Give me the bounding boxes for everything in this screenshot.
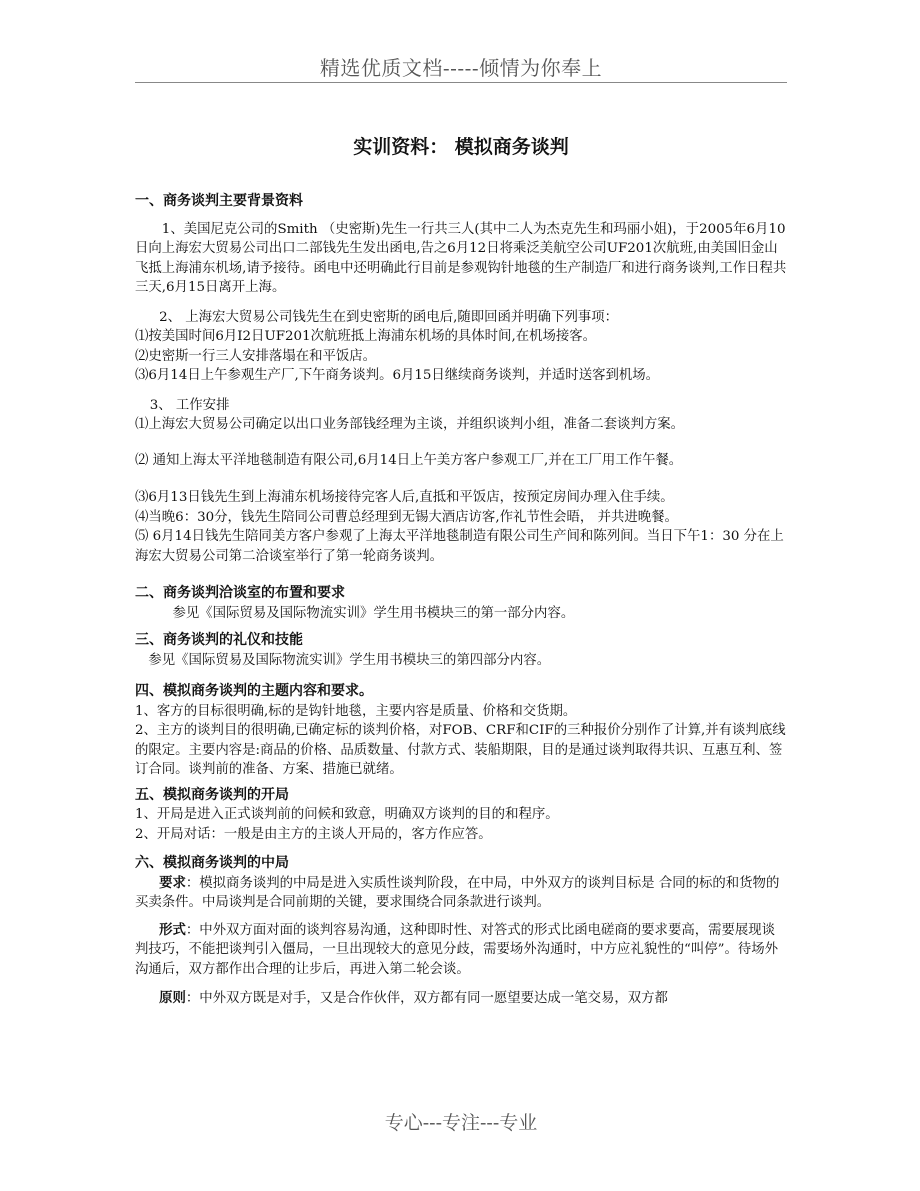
paragraph: 2、 上海宏大贸易公司钱先生在到史密斯的函电后,随即回函并明确下列事项： <box>159 309 619 325</box>
document-title: 实训资料： 模拟商务谈判 <box>353 136 569 158</box>
section-heading-1: 一、商务谈判主要背景资料 <box>135 193 303 209</box>
paragraph: 参见《国际贸易及国际物流实训》学生用书模块三的第四部分内容。 <box>148 652 551 668</box>
form-label: 形式 <box>159 922 186 938</box>
requirement-label: 要求 <box>159 875 186 891</box>
list-item: ⑵史密斯一行三人安排落塌在和平饭店。 <box>135 348 377 364</box>
section-heading-6: 六、模拟商务谈判的中局 <box>135 855 289 871</box>
paragraph: 1、开局是进入正式谈判前的问候和致意，明确双方谈判的目的和程序。 <box>135 807 559 822</box>
section-heading-3: 三、商务谈判的礼仪和技能 <box>135 632 303 648</box>
form-text: ：中外双方面对面的谈判容易沟通，这种即时性、对答式的形式比函电磋商的要求要高，需要展现谈判技巧，不能把谈判引入僵局，一旦出现较大的意见分歧，需要场外沟通时，中方应礼貌性的“叫停”。待场外沟通后，双方都作出合理的让步后，再进入第二轮会谈。 <box>135 922 779 977</box>
paragraph <box>135 874 787 913</box>
requirement-text: ：模拟商务谈判的中局是进入实质性谈判阶段，在中局，中外双方的谈判目标是 合同的标的和货物的买卖条件。中局谈判是合同前期的关键，要求围绕合同条款进行谈判。 <box>135 875 780 910</box>
section-heading-2: 二、商务谈判洽谈室的布置和要求 <box>135 585 345 601</box>
paragraph: 2、主方的谈判目的很明确,已确定标的谈判价格，对FOB、CRF和CIF的三种报价分别作了计算,并有谈判底线的限定。主要内容是:商品的价格、品质数量、付款方式、装船期限，目的是通过谈判取得共识、互惠互利、签订合同。谈判前的准备、方案、措施已就绪。 <box>135 723 786 777</box>
paragraph: 1、客方的目标很明确,标的是钩针地毯，主要内容是质量、价格和交货期。 <box>135 703 577 719</box>
list-item: ⑴上海宏大贸易公司确定以出口业务部钱经理为主谈，并组织谈判小组，准备二套谈判方案。 <box>135 417 685 432</box>
list-item: ⑶6月13日钱先生到上海浦东机场接待完客人后,直抵和平饭店，按预定房间办理入住手续。 <box>135 490 674 505</box>
page-header: 精选优质文档-----倾情为你奉上 <box>319 56 603 80</box>
paragraph: 参见《国际贸易及国际物流实训》学生用书模块三的第一部分内容。 <box>172 605 575 621</box>
paragraph: 2、开局对话：一般是由主方的主谈人开局的，客方作应答。 <box>135 826 492 842</box>
document-body <box>135 192 787 1009</box>
list-item: ⑵ 通知上海太平洋地毯制造有限公司,6月14日上午美方客户参观工厂,并在工厂用工作午餐。 <box>135 452 683 468</box>
paragraph: 1、美国尼克公司的Smith （史密斯)先生一行共三人(其中二人为杰克先生和玛丽小姐)，于2005年6月10日向上海宏大贸易公司出口二部钱先生发出函电,告之6月12日将乘泛美航空公司UF201次航班,由美国旧金山飞抵上海浦东机场,请予接待。函电中还明确此行目前是参观钩针地毯的生产制造厂和进行商务谈判,工作日程共三天,6月15日离开上海。 <box>135 221 787 295</box>
paragraph <box>135 989 787 1009</box>
paragraph <box>135 921 787 980</box>
principle-text: ：中外双方既是对手，又是合作伙伴，双方都有同一愿望要达成一笔交易，双方都 <box>185 991 668 1006</box>
list-item: ⑶6月14日上午参观生产厂,下午商务谈判。6月15日继续商务谈判，并适时送客到机场。 <box>135 368 660 383</box>
list-item: ⑷当晚6：30分，钱先生陪同公司曹总经理到无锡大酒店访客,作礼节性会晤， 并共进晚餐。 <box>135 509 678 525</box>
list-item: ⑸ 6月14日钱先生陪同美方客户参观了上海太平洋地毯制造有限公司生产间和陈列间。当日下午1：30 分在上海宏大贸易公司第二洽谈室举行了第一轮商务谈判。 <box>135 529 784 564</box>
paragraph: 3、 工作安排 <box>149 397 230 413</box>
section-heading-4: 四、模拟商务谈判的主题内容和要求。 <box>135 683 373 699</box>
header-rule <box>135 82 787 83</box>
principle-label: 原则 <box>159 991 186 1006</box>
page-footer: 专心---专注---专业 <box>384 1112 538 1134</box>
list-item: ⑴按美国时间6月I2日UF201次航班抵上海浦东机场的具体时间,在机场接客。 <box>135 329 597 344</box>
section-heading-5: 五、模拟商务谈判的开局 <box>135 786 289 803</box>
